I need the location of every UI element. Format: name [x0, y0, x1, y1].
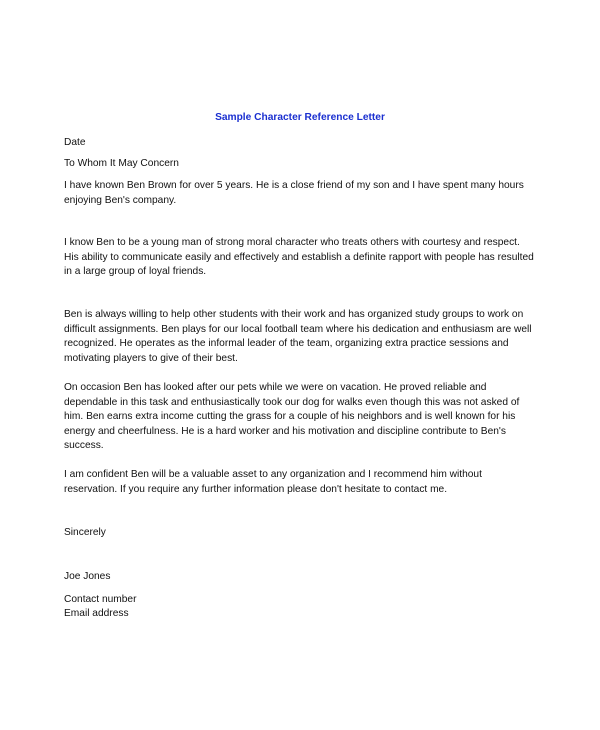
date-line: Date	[64, 137, 86, 148]
paragraph-3: Ben is always willing to help other students with their work and has organized study groups to work on difficult assignments. Ben plays for our local football team where his dedication and enthusiasm are well recognized. He operates as the informal leader of the team, organizing extra practice sessions and motivating players to give of their best.	[64, 309, 532, 364]
paragraph-2: I know Ben to be a young man of strong moral character who treats others with courtesy and respect. His ability to communicate easily and effectively and establish a definite rapport with people has resulted in a large group of loyal friends.	[64, 237, 534, 277]
paragraph-5: I am confident Ben will be a valuable asset to any organization and I recommend him without reservation. If you require any further information please don't hesitate to contact me.	[64, 469, 482, 495]
email-address: Email address	[64, 608, 129, 619]
closing: Sincerely	[64, 527, 106, 538]
letter-title: Sample Character Reference Letter	[215, 112, 385, 123]
paragraph-4: On occasion Ben has looked after our pets while we were on vacation. He proved reliable and dependable in this task and enthusiastically took our dog for walks even though this was not asked of him. Ben earns extra income cutting the grass for a couple of his neighbors and is well known for his energy and cheerfulness. He is a hard worker and his motivation and discipline contribute to Ben's success.	[64, 382, 520, 451]
contact-number: Contact number	[64, 594, 137, 605]
signer-name: Joe Jones	[64, 571, 111, 582]
paragraph-1: I have known Ben Brown for over 5 years. He is a close friend of my son and I have spent many hours enjoying Ben's company.	[64, 180, 524, 206]
salutation: To Whom It May Concern	[64, 158, 179, 169]
